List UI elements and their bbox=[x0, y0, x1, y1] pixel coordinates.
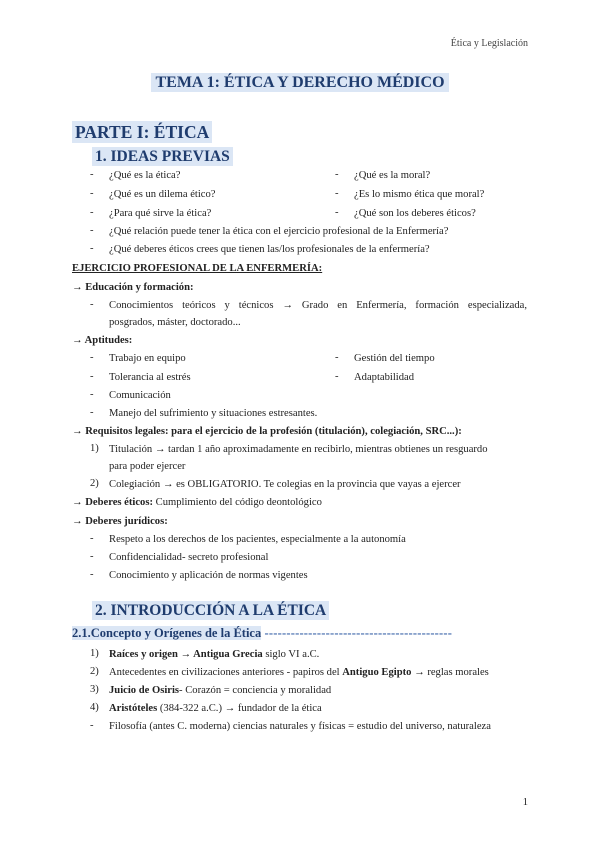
requisitos-heading: → Requisitos legales: para el ejercicio de la profesión (titulación), colegiación, SRC...): bbox=[72, 426, 462, 437]
list-item: Filosofía (antes C. moderna) ciencias naturales y físicas = estudio del universo, naturaleza bbox=[109, 721, 491, 732]
list-item: Trabajo en equipo bbox=[109, 353, 186, 364]
bullet-dash: - bbox=[90, 188, 94, 199]
subsection-heading: 2.1.Concepto y Orígenes de la Ética ------------------------------------------- bbox=[72, 626, 453, 640]
bullet-dash: - bbox=[90, 407, 94, 418]
bullet-dash: - bbox=[90, 299, 94, 310]
list-number: 1) bbox=[90, 648, 99, 659]
bullet-dash: - bbox=[335, 188, 339, 199]
list-item: ¿Para qué sirve la ética? bbox=[109, 208, 212, 219]
bullet-dash: - bbox=[90, 371, 94, 382]
list-item: ¿Qué es la ética? bbox=[109, 170, 181, 181]
running-header: Ética y Legislación bbox=[450, 38, 528, 49]
juridicos-heading: → Deberes jurídicos: bbox=[72, 516, 168, 527]
list-item: Raíces y origen → Antigua Grecia siglo VI a.C. bbox=[109, 649, 320, 660]
list-number: 2) bbox=[90, 478, 99, 489]
list-item: Aristóteles (384-322 a.C.) → fundador de la ética bbox=[109, 703, 322, 714]
list-item: Conocimientos teóricos y técnicos → Grado en Enfermería, formación especializada, bbox=[109, 300, 527, 311]
bullet-dash: - bbox=[90, 551, 94, 562]
document-title: TEMA 1: ÉTICA Y DERECHO MÉDICO bbox=[0, 74, 600, 92]
list-item: Comunicación bbox=[109, 390, 171, 401]
list-item: ¿Es lo mismo ética que moral? bbox=[354, 189, 485, 200]
list-item: Manejo del sufrimiento y situaciones estresantes. bbox=[109, 408, 318, 419]
list-number: 1) bbox=[90, 443, 99, 454]
list-number: 3) bbox=[90, 684, 99, 695]
bullet-dash: - bbox=[90, 533, 94, 544]
list-item: Antecedentes en civilizaciones anteriores - papiros del Antiguo Egipto → reglas morales bbox=[109, 667, 489, 678]
list-item: ¿Qué es un dilema ético? bbox=[109, 189, 216, 200]
list-item: Juicio de Osiris- Corazón = conciencia y moralidad bbox=[109, 685, 332, 696]
bullet-dash: - bbox=[90, 569, 94, 580]
section-heading-introduccion: 2. INTRODUCCIÓN A LA ÉTICA bbox=[92, 602, 329, 620]
educacion-heading: → Educación y formación: bbox=[72, 282, 194, 293]
bullet-dash: - bbox=[90, 243, 94, 254]
part-heading: PARTE I: ÉTICA bbox=[72, 122, 212, 143]
list-item-continuation: para poder ejercer bbox=[109, 461, 186, 472]
list-item: ¿Qué relación puede tener la ética con el ejercicio profesional de la Enfermería? bbox=[109, 226, 449, 237]
list-item: Tolerancia al estrés bbox=[109, 372, 191, 383]
list-item: Colegiación → es OBLIGATORIO. Te colegias en la provincia que vayas a ejercer bbox=[109, 479, 461, 490]
list-item: Titulación → tardan 1 año aproximadamente en recibirlo, mientras obtienes un resguardo bbox=[109, 444, 488, 455]
bullet-dash: - bbox=[335, 207, 339, 218]
list-item: Conocimiento y aplicación de normas vigentes bbox=[109, 570, 308, 581]
list-number: 4) bbox=[90, 702, 99, 713]
bullet-dash: - bbox=[90, 389, 94, 400]
list-number: 2) bbox=[90, 666, 99, 677]
list-item: Respeto a los derechos de los pacientes, especialmente a la autonomía bbox=[109, 534, 406, 545]
list-item: Gestión del tiempo bbox=[354, 353, 435, 364]
section-heading-ideas-previas: 1. IDEAS PREVIAS bbox=[92, 148, 233, 166]
bullet-dash: - bbox=[90, 720, 94, 731]
list-item-continuation: posgrados, máster, doctorado... bbox=[109, 317, 241, 328]
list-item: Confidencialidad- secreto profesional bbox=[109, 552, 269, 563]
list-item: ¿Qué es la moral? bbox=[354, 170, 431, 181]
bullet-dash: - bbox=[90, 207, 94, 218]
bullet-dash: - bbox=[90, 225, 94, 236]
deberes-eticos-line: → Deberes éticos: Cumplimiento del código deontológico bbox=[72, 497, 322, 508]
bullet-dash: - bbox=[335, 352, 339, 363]
bullet-dash: - bbox=[90, 169, 94, 180]
list-item: ¿Qué deberes éticos crees que tienen las/los profesionales de la enfermería? bbox=[109, 244, 430, 255]
list-item: ¿Qué son los deberes éticos? bbox=[354, 208, 476, 219]
aptitudes-heading: → Aptitudes: bbox=[72, 335, 133, 346]
list-item: Adaptabilidad bbox=[354, 372, 415, 383]
ejercicio-heading: EJERCICIO PROFESIONAL DE LA ENFERMERÍA: bbox=[72, 263, 323, 274]
page-number: 1 bbox=[522, 797, 528, 808]
bullet-dash: - bbox=[335, 169, 339, 180]
bullet-dash: - bbox=[90, 352, 94, 363]
bullet-dash: - bbox=[335, 371, 339, 382]
